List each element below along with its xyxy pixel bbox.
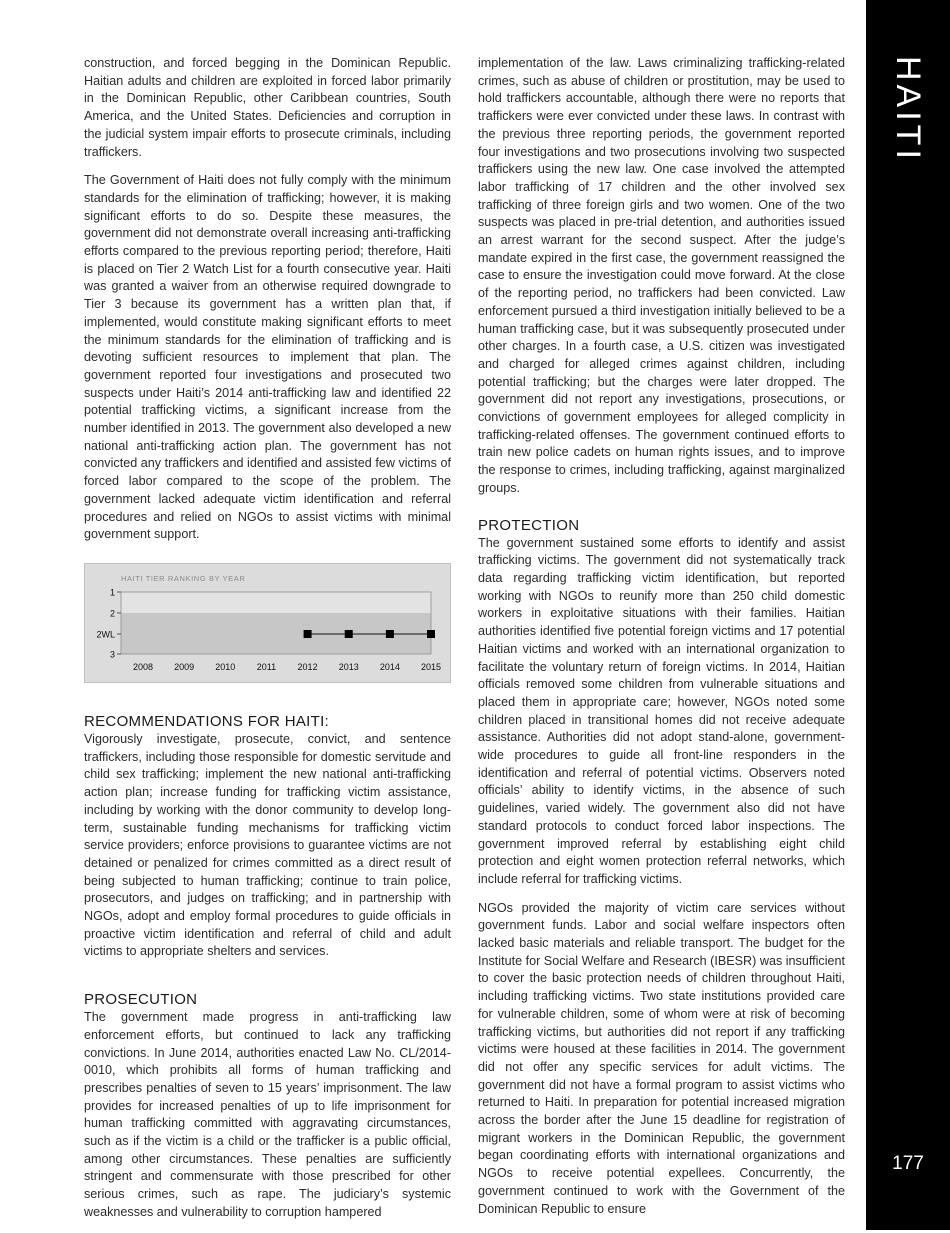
protection-heading: PROTECTION: [478, 516, 580, 534]
intro-paragraph: construction, and forced begging in the Dominican Republic. Haitian adults and children are exploited in forced labor primarily in the Dominican Republic, other Caribbean countries, South America, and the United States. Deficiencies and corruption in the judicial system impair efforts to prosecute criminals, including traffickers.: [84, 56, 451, 159]
left-column: [84, 55, 451, 1233]
protection-paragraph: The government sustained some efforts to identify and assist trafficking victims. The government did not systematically track data regarding trafficking victim identification, but reported working with NGOs to reunify more than 250 child domestic workers in exploitative situations with their families. Haitian authorities identified five potential foreign victims and 17 potential Haitian victims and worked with an international organization to facilitate the voluntary return of foreign victims. In 2014, Haitian officials removed some children from vulnerable situations and placed them in appropriate care; however, NGOs noted some children placed in transitional homes did not receive adequate assistance. Authorities did not adopt stand-alone, government-wide procedures to guide all front-line responders in the identification and referral of potential victims. Observers noted officials’ ability to identify victims, in the absence of such guidelines, varied widely. The government also did not have standard protocols to conduct forced labor inspections. The government improved referral by establishing eight child protection and eight women protection referral networks, which include referral for trafficking victims.: [478, 535, 845, 886]
x-tick-label: 2011: [256, 661, 277, 672]
x-tick-label: 2012: [297, 661, 318, 672]
data-point: [304, 630, 312, 638]
prosecution-continued-text: implementation of the law. Laws criminalizing trafficking-related crimes, such as abuse of children or prostitution, may be used to hold traffickers accountable, although there were no reports that traffickers were ever convicted under these laws. In contrast with the previous three reporting periods, the government reported four investigations and two prosecutions involving two suspected traffickers using the new law. One case involved the attempted labor trafficking of 17 children and the other involved sex trafficking of three foreign girls and two women. One of the two suspects was placed in pre-trial detention, and authorities issued an arrest warrant for the second suspect. After the judge’s mandate expired in the first case, the government reassigned the case to ensure the investigation could move forward. At the close of the reporting period, no traffickers had been convicted. Law enforcement pursued a third investigation initially believed to be a human trafficking case, but it was subsequently prosecuted under other charges. In a fourth case, a U.S. citizen was investigated and charged for alleged crimes against children, including potential trafficking; but the charges were later dropped. The government did not report any investigations, prosecutions, or convictions of government employees for alleged complicity in trafficking-related offenses. The government continued efforts to train new police cadets on human rights issues, and to improve the response to crimes, including trafficking, against marginalized groups.: [478, 56, 845, 495]
protection-paragraph: NGOs provided the majority of victim care services without government funds. Labor and social welfare inspectors often lacked basic materials and reliable transport. The budget for the Institute for Social Welfare and Research (IBESR) was insufficient to cover the basic protection needs of children throughout Haiti, including trafficking victims. Two state institutions provided care for vulnerable children, some of whom were at risk of becoming trafficking victims, but authorities did not report if any trafficking victims were housed at these facilities in 2014. The government did not offer any specific services for adult victims. The government did not have a formal program to assist victims who returned to Haiti. In preparation for potential increased migration across the border after the June 15 deadline for registration of migrant workers in the Dominican Republic, the government began coordinating efforts with international organizations and NGOs to receive potential expellees. Concurrently, the government continued to work with the Government of the Dominican Republic to ensure: [478, 900, 846, 1216]
prosecution-heading: PROSECUTION: [84, 991, 198, 1009]
tier-ranking-chart: [84, 563, 451, 683]
chart-title: HAITI TIER RANKING BY YEAR: [121, 573, 246, 583]
x-tick-label: 2015: [420, 661, 442, 672]
x-tick-label: 2009: [174, 661, 195, 672]
data-point: [386, 630, 394, 638]
page-number: 177: [892, 1153, 924, 1174]
x-tick-label: 2010: [215, 661, 236, 672]
x-tick-label: 2014: [379, 661, 400, 672]
y-tick-label: 2WL: [96, 629, 115, 640]
recommendations-text: Vigorously investigate, prosecute, convict, and sentence traffickers, including those responsible for domestic servitude and child sex trafficking; implement the new national anti-trafficking action plan; increase funding for trafficking victim assistance, including by working with the donor community to develop long-term, sustainable funding mechanisms for trafficking victim service providers; enforce provisions to guarantee victims are not detained or penalized for crimes committed as a direct result of being subjected to human trafficking; continue to train police, prosecutors, and judges on trafficking; and in partnership with NGOs, adopt and employ formal procedures to guide officials in proactive victim identification and referral of child and adult victims to appropriate shelters and services.: [84, 731, 451, 959]
y-tick-label: 2: [109, 608, 115, 619]
data-point: [345, 630, 353, 638]
x-tick-label: 2013: [338, 661, 359, 672]
x-tick-label: 2008: [132, 661, 154, 672]
right-column: [478, 55, 845, 1229]
tier-1-band: [121, 592, 431, 613]
y-tick-label: 1: [109, 587, 115, 598]
tier-chart-svg: [85, 564, 450, 682]
y-tick-label: 3: [109, 649, 115, 660]
tier-2wl-band: [121, 634, 431, 654]
summary-paragraph: The Government of Haiti does not fully comply with the minimum standards for the elimination of trafficking; however, it is making significant efforts to do so. Despite these measures, the government did not demonstrate overall increasing anti-trafficking efforts compared to the previous reporting period; therefore, Haiti is placed on Tier 2 Watch List for a fourth consecutive year. Haiti was granted a waiver from an otherwise required downgrade to Tier 3 because its government has a written plan that, if implemented, would constitute making significant efforts to meet the minimum standards for the elimination of trafficking and is devoting sufficient resources to implement that plan. The government reported four investigations and prosecuted two suspects under Haiti’s 2014 anti-trafficking law and identified 22 potential trafficking victims, a significant increase from the number identified in 2013. The government also developed a new national anti-trafficking action plan. The government has not convicted any traffickers and identified and assisted few victims of forced labor compared to the scope of the problem. The government lacked adequate victim identification and referral procedures and relied on NGOs to assist victims with minimal government support.: [84, 173, 451, 542]
recommendations-heading: RECOMMENDATIONS FOR HAITI:: [84, 712, 330, 730]
country-label: HAITI: [889, 56, 927, 163]
prosecution-text: The government made progress in anti-trafficking law enforcement efforts, but continued to lack any trafficking convictions. In June 2014, authorities enacted Law No. CL/2014-0010, which prohibits all forms of human trafficking and prescribes penalties of seven to 15 years’ imprisonment. The law provides for increased penalties of up to life imprisonment for human trafficking committed with aggravating circumstances, such as if the victim is a child or the trafficker is a public official, among other circumstances. These penalties are sufficiently stringent and commensurate with those prescribed for other serious crimes, such as rape. The judiciary’s systemic weaknesses and vulnerability to corruption hampered: [84, 1010, 451, 1219]
tier-2-band: [121, 613, 431, 634]
data-point: [427, 630, 435, 638]
